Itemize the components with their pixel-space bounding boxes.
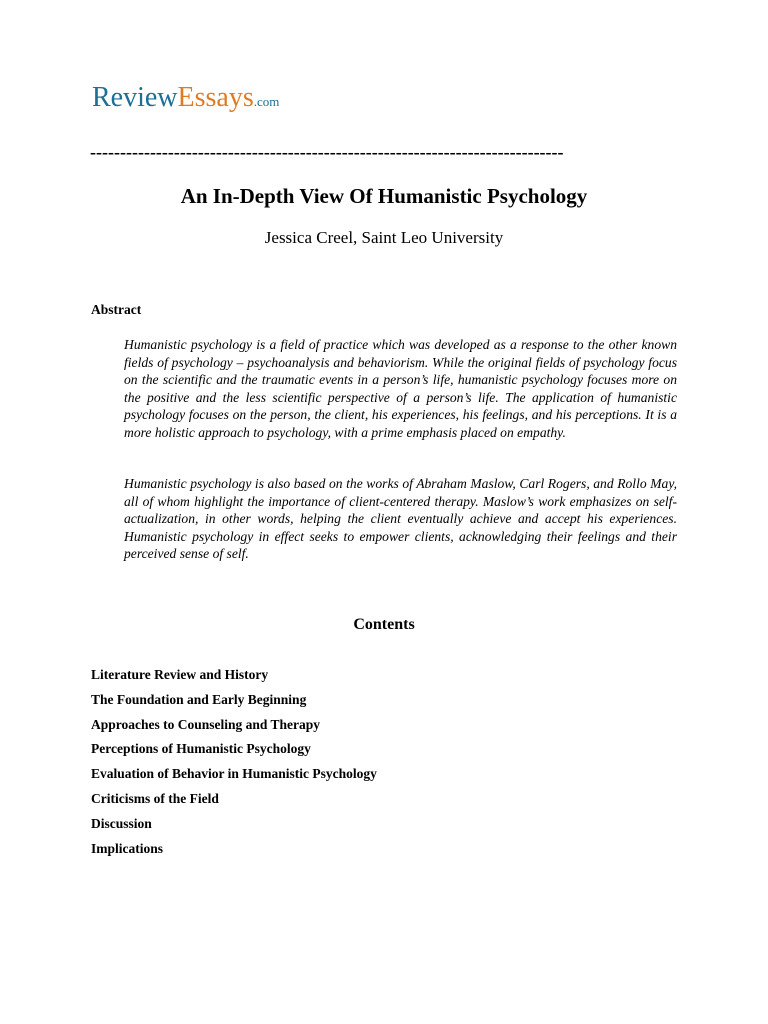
- author-line: Jessica Creel, Saint Leo University: [264, 228, 504, 247]
- dashed-divider: -------------------------------------------------------------------------------: [90, 142, 564, 162]
- abstract-heading: Abstract: [91, 302, 142, 317]
- toc-item: Approaches to Counseling and Therapy: [91, 716, 321, 732]
- document-title: An In-Depth View Of Humanistic Psychology: [180, 184, 588, 208]
- abstract-paragraph: Humanistic psychology is also based on the works of Abraham Maslow, Carl Rogers, and Rollo May, all of whom highlight the importance of client-centered therapy. Maslow’s work emphasizes on self-actualization, in other words, helping the client eventually achieve and accept his experiences. Humanistic psychology in effect seeks to empower clients, acknowledging their feelings and their perceived sense of self.: [124, 476, 677, 562]
- toc-item: Evaluation of Behavior in Humanistic Psychology: [91, 766, 377, 782]
- reviewessays-logo[interactable]: [92, 84, 279, 112]
- toc-item: Discussion: [91, 815, 152, 831]
- table-of-contents: [91, 663, 377, 861]
- abstract-paragraph: Humanistic psychology is a field of practice which was developed as a response to the other known fields of psychology – psychoanalysis and behaviorism. While the original fields of psychology focus on the scientific and the traumatic events in a person’s life, humanistic psychology focuses more on the positive and the less scientific perspective of a person’s life. The application of humanistic psychology focuses on the person, the client, his experiences, his feelings, and his perceptions. It is a more holistic approach to psychology, with a prime emphasis placed on empathy.: [124, 337, 677, 440]
- toc-item: Implications: [91, 840, 164, 856]
- toc-item: Criticisms of the Field: [91, 790, 219, 806]
- logo-com-text: .com: [253, 94, 280, 109]
- toc-item: Perceptions of Humanistic Psychology: [91, 741, 311, 757]
- contents-heading: Contents: [353, 616, 415, 633]
- toc-item: The Foundation and Early Beginning: [91, 691, 307, 707]
- logo-review-text: Review: [92, 82, 178, 113]
- logo-essays-text: Essays: [177, 82, 254, 113]
- toc-item: Literature Review and History: [91, 667, 269, 682]
